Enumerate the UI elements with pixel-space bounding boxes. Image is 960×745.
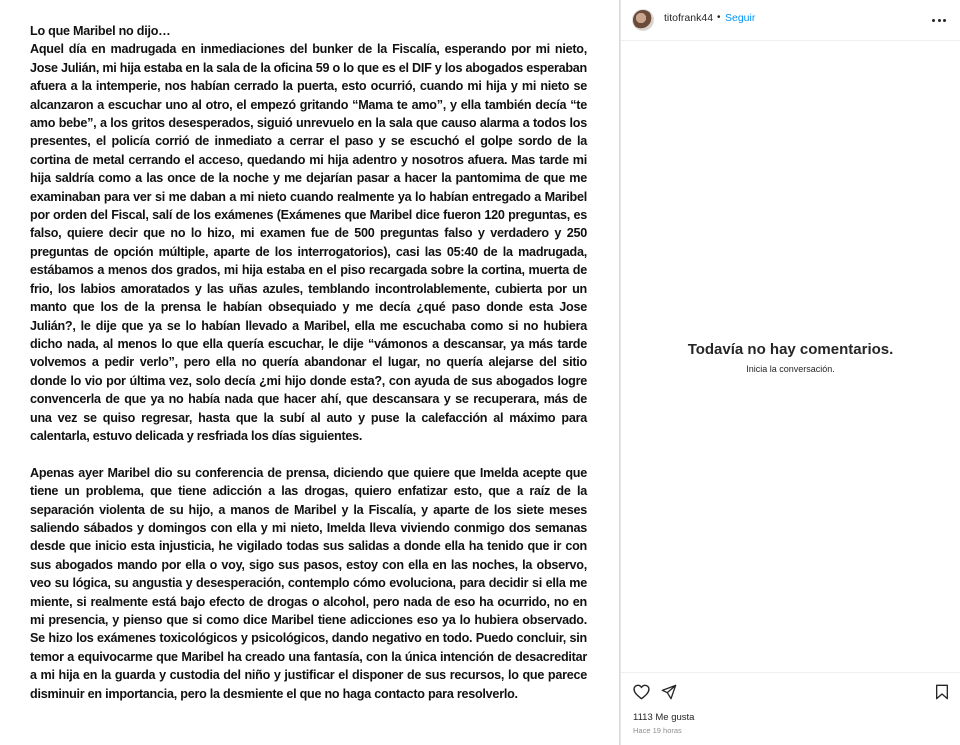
separator-dot: • — [717, 12, 721, 23]
likes-number: 1113 — [633, 712, 653, 723]
post-paragraph-2: Apenas ayer Maribel dio su conferencia de prensa, diciendo que quiere que Imelda acepte que tiene un problema, que tiene adicción a las drogas, quiero enfatizar esto, que a raíz de la separación violenta de su hijo, a manos de Maribel y la Fiscalía, y aparte de los siete meses saliendo sábados y domingos con ella y mi nieto, Imelda lleva viviendo conmigo dos semanas desde que inicio esta injusticia, he vigilado todas sus salidas a donde ella ha tenido que ir con sus abogados mando por ella o voy, sigo sus pasos, estoy con ella en las noches, la observo, veo su lógica, su angustia y desesperación, contemplo cómo evoluciona, para decidir si ella me miente, si realmente está bajo efecto de drogas o alcohol, pero nada de eso ha ocurrido, no en mi presencia, y pienso que si como dice Maribel tiene adicciones eso ya lo hubiera observado. Se hizo los exámenes toxicológicos y psicológicos, dando negativo en todo. Puedo concluir, sin temor a equivocarme que Maribel ha creado una fantasía, con la única intención de desacreditar a mi hija en la guarda y custodia del niño y justificar el disponer de sus recursos, lo que parece disminuir en importancia, pero la desmiente el que no haga contacto para resolverlo. — [30, 465, 587, 701]
follow-button[interactable]: Seguir — [725, 12, 756, 24]
post-paragraph-1: Aquel día en madrugada en inmediaciones del bunker de la Fiscalía, esperando por mi nieto, Jose Julián, mi hija estaba en la sala de la oficina 59 o lo que es el DIF y los abogados esperaban afuera a la intemperie, nos habían cerrado la puerta, esto ocurrió, cuando mi hija y mi nieto se alcanzaron a escuchar uno al otro, el empezó gritando “Mama te amo”, y ella también decía “te amo bebe”, a los gritos desesperados, siguió unrevuelo en la sala que causo alarma a todos los presentes, el policía corrió de inmediato a cerrar el paso y se escuchó el golpe sordo de la cortina de metal cerrando el acceso, quedando mi hija adentro y nosotros afuera. Mas tarde mi hija saldría como a las once de la noche y me dejarían pasar a hacer la pantomima de que me examinaban para ver si me daban a mi nieto cuando realmente ya lo habían entregado a Maribel por orden del Fiscal, salí de los exámenes (Exámenes que Maribel dice fueron 120 preguntas, es falso, quiere decir que no lo hizo, mi examen fue de 500 preguntas falso y verdadero y 250 preguntas de opción múltiple, aparte de los interrogatorios), casi las 05:40 de la madrugada, estábamos a menos dos grados, mi hija estaba en el piso recargada sobre la cortina, muerta de frio, los labios amoratados y las uñas azules, temblando incontrolablemente, cubierta por un manto que los de la prensa le habían obsequiado y me decía ¿qué paso donde esta Jose Julián?, le dije que ya se lo habían llevado a Maribel, ella me escuchaba como si no hubiera dicho nada, al menos lo que ella quería escuchar, le dije “vámonos a descansar, ya más tarde volvemos a pedir verlo”, pero ella no quería abandonar el lugar, no quería alejarse del sitio donde lo vio por última vez, solo decía ¿mi hijo donde esta?, con ayuda de sus abogados logre convencerla de que ya no había nada que hacer ahí, que descansara y se recuperara, más de una vez se quiso regresar, hasta que la subí al auto y puse la calefacción al máximo para calentarla, estuvo delicada y resfriada los días siguientes. — [30, 42, 587, 443]
username-link[interactable]: titofrank44 — [664, 12, 714, 24]
post-header — [621, 0, 960, 41]
more-options-icon[interactable] — [932, 13, 946, 27]
avatar-icon[interactable] — [632, 9, 654, 31]
action-bar — [621, 672, 960, 713]
bookmark-icon[interactable] — [935, 684, 949, 700]
likes-label: Me gusta — [655, 712, 695, 723]
post-title: Lo que Maribel no dijo… — [30, 24, 171, 38]
post-side-panel — [620, 0, 960, 745]
no-comments-title: Todavía no hay comentarios. — [687, 341, 894, 358]
post-image-text — [30, 22, 587, 703]
likes-count[interactable] — [633, 712, 694, 723]
share-icon[interactable] — [661, 684, 677, 700]
post-timestamp: Hace 19 horas — [633, 726, 682, 735]
heart-icon[interactable] — [633, 684, 650, 700]
no-comments-subtitle: Inicia la conversación. — [746, 364, 835, 374]
